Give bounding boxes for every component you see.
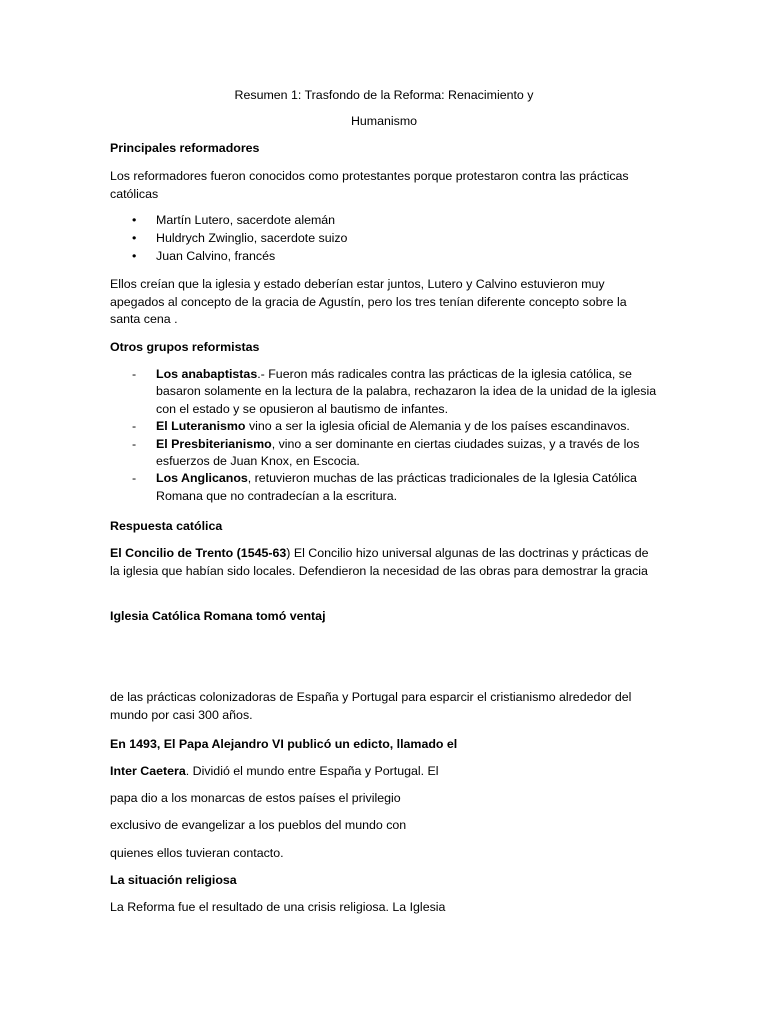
list-item: • Huldrych Zwinglio, sacerdote suizo <box>110 230 658 248</box>
dash-marker: - <box>132 419 137 434</box>
line-inter-caetera: Inter Caetera. Dividió el mundo entre España y Portugal. El <box>110 764 439 778</box>
list-item: - El Luteranismo vino a ser la iglesia oficial de Alemania y de los países escandinavos. <box>110 418 658 435</box>
dash-marker: - <box>132 471 137 486</box>
title-line-2: Humanismo <box>350 114 418 128</box>
groups-list <box>110 366 658 505</box>
bullet-icon: • <box>132 213 137 227</box>
line-exclusivo: exclusivo de evangelizar a los pueblos del mundo con <box>110 818 407 832</box>
heading-iglesia-catolica: Iglesia Católica Romana tomó ventaj <box>110 609 326 623</box>
heading-situacion-religiosa: La situación religiosa <box>110 873 237 887</box>
heading-principales-reformadores: Principales reformadores <box>110 141 260 155</box>
line-quienes: quienes ellos tuvieran contacto. <box>110 846 284 860</box>
paragraph-ellos: Ellos creían que la iglesia y estado deberían estar juntos, Lutero y Calvino estuvieron muy apegados al concepto de la gracia de Agustín, pero los tres tenían diferente concepto sobre la santa cena . <box>110 277 627 326</box>
heading-1493: En 1493, El Papa Alejandro VI publicó un edicto, llamado el <box>110 737 458 751</box>
list-item: - Los Anglicanos, retuvieron muchas de las prácticas tradicionales de la Iglesia Católica Romana que no contradecían a la escritura. <box>132 471 637 503</box>
reformers-list <box>110 212 658 265</box>
title-line-1: Resumen 1: Trasfondo de la Reforma: Renacimiento y <box>234 88 534 102</box>
paragraph-concilio: El Concilio de Trento (1545-63) El Concilio hizo universal algunas de las doctrinas y prácticas de la iglesia que habían sido locales. Defendieron la necesidad de las obras para demostrar la gracia <box>110 546 649 578</box>
list-item: - El Presbiterianismo, vino a ser dominante en ciertas ciudades suizas, y a través de los esfuerzos de Juan Knox, en Escocia. <box>132 436 640 469</box>
paragraph-reforma: La Reforma fue el resultado de una crisis religiosa. La Iglesia <box>110 900 446 914</box>
list-item: - Los anabaptistas.- Fueron más radicales contra las prácticas de la iglesia católica, se basaron solamente en la lectura de la palabra, rechazaron la idea de la unidad de la iglesia con el estado y se opusieron al bautismo de infantes. <box>132 367 657 416</box>
line-papa: papa dio a los monarcas de estos países el privilegio <box>110 791 401 805</box>
paragraph-practicas: de las prácticas colonizadoras de España y Portugal para esparcir el cristianismo alrededor del mundo por casi 300 años. <box>110 690 632 722</box>
bullet-icon: • <box>132 248 137 263</box>
paragraph-reformadores: Los reformadores fueron conocidos como protestantes porque protestaron contra las prácticas católicas <box>110 169 629 201</box>
heading-otros-grupos: Otros grupos reformistas <box>110 340 260 354</box>
list-item: • Martín Lutero, sacerdote alemán <box>110 212 658 230</box>
bullet-icon: • <box>132 230 137 245</box>
dash-marker: - <box>132 367 137 381</box>
dash-marker: - <box>132 436 137 451</box>
heading-respuesta-catolica: Respuesta católica <box>110 519 223 533</box>
list-item: • Juan Calvino, francés <box>110 248 658 266</box>
